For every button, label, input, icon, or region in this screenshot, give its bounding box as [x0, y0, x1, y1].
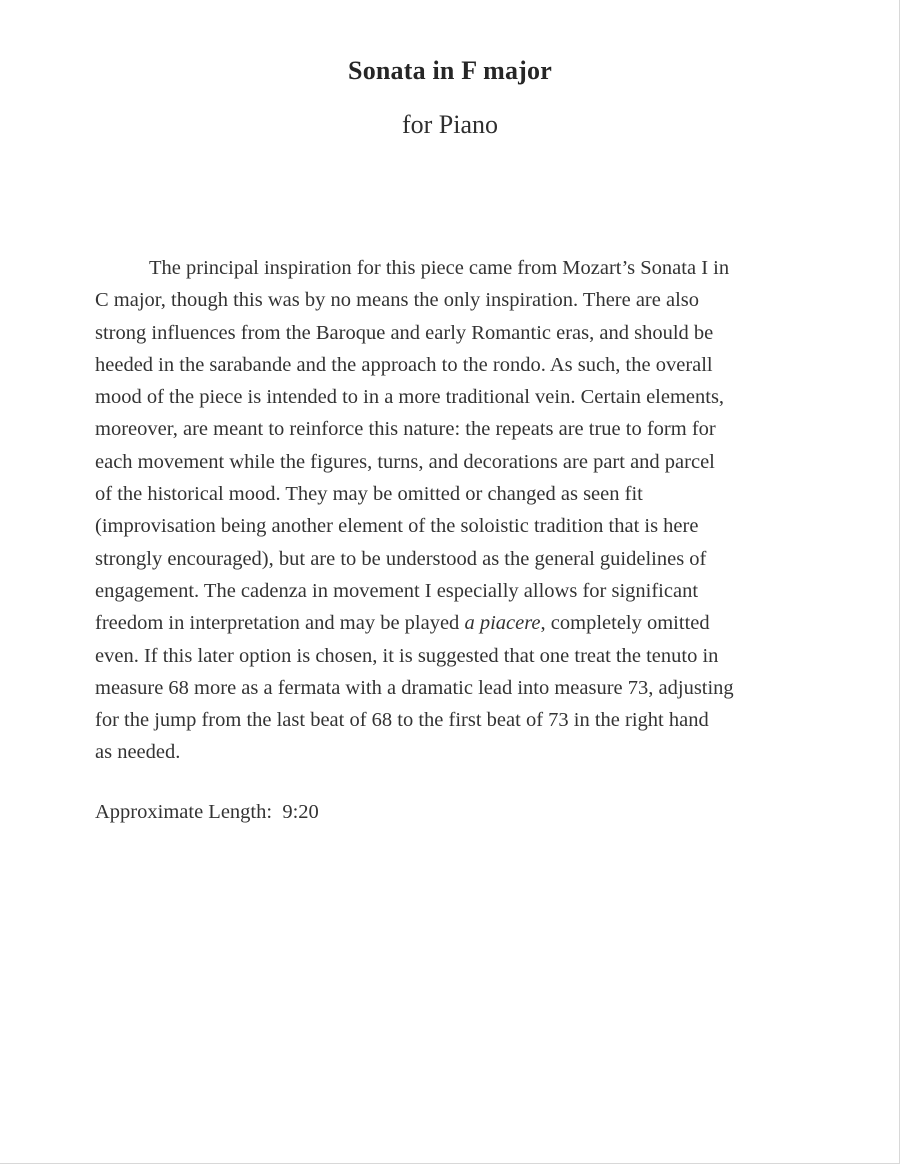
approximate-length [95, 801, 319, 824]
paragraph-line: as needed. [95, 741, 181, 764]
paragraph-line: of the historical mood. They may be omitted or changed as seen fit [95, 483, 643, 506]
paragraph-line: (improvisation being another element of the soloistic tradition that is here [95, 515, 699, 538]
paragraph-line: engagement. The cadenza in movement I especially allows for significant [95, 579, 699, 602]
paragraph-line: C major, though this was by no means the only inspiration. There are also [95, 289, 700, 312]
paragraph-line-with-italic [95, 607, 815, 639]
paragraph-line: even. If this later option is chosen, it is suggested that one treat the tenuto in [95, 644, 719, 667]
paragraph-line: heeded in the sarabande and the approach to the rondo. As such, the overall [95, 353, 713, 376]
line-text-before-italic: freedom in interpretation and may be played [95, 612, 465, 635]
document-subtitle: for Piano [401, 110, 499, 139]
program-note-paragraph [95, 252, 815, 769]
italic-term-a-piacere: a piacere [464, 612, 541, 635]
paragraph-line: measure 68 more as a fermata with a dramatic lead into measure 73, adjusting [95, 676, 734, 699]
approximate-length-label: Approximate Length: [95, 801, 273, 823]
paragraph-line: for the jump from the last beat of 68 to the first beat of 73 in the right hand [95, 709, 709, 732]
line-text-after-italic: , completely omitted [540, 612, 710, 635]
paragraph-line: The principal inspiration for this piece came from Mozart’s Sonata I in [149, 257, 730, 279]
paragraph-line: moreover, are meant to reinforce this nature: the repeats are true to form for [95, 418, 716, 441]
document-title: Sonata in F major [348, 56, 552, 85]
paragraph-line: strong influences from the Baroque and early Romantic eras, and should be [95, 321, 714, 344]
paragraph-line: strongly encouraged), but are to be understood as the general guidelines of [95, 547, 707, 570]
paragraph-line: mood of the piece is intended to in a more traditional vein. Certain elements, [95, 386, 725, 409]
approximate-length-value: 9:20 [282, 801, 319, 823]
paragraph-line: each movement while the figures, turns, and decorations are part and parcel [95, 450, 715, 473]
